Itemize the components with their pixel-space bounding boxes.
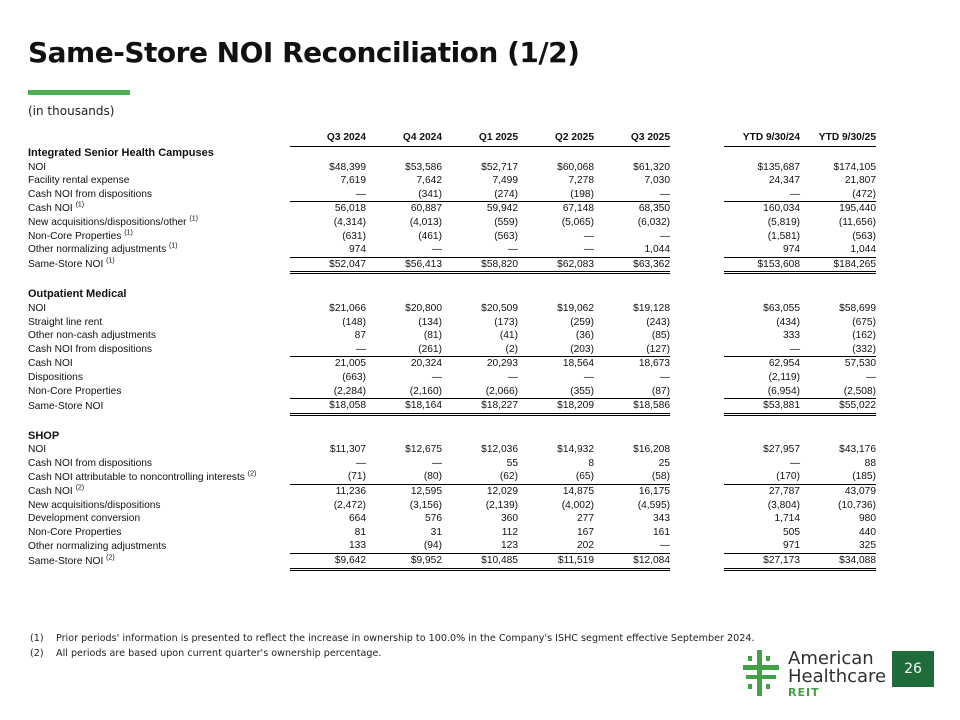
value-cell: 11,236 xyxy=(290,485,366,499)
value-cell: (274) xyxy=(494,188,518,200)
value-cell: 974 xyxy=(783,244,800,256)
value-cell: (6,954) xyxy=(767,385,800,397)
table-row xyxy=(28,499,876,513)
column-header: Q3 2025 xyxy=(594,130,670,147)
value-cell: (2,284) xyxy=(333,385,366,397)
value-cell: 576 xyxy=(425,513,442,525)
row-label-cell xyxy=(28,230,290,244)
value-cell: 277 xyxy=(577,513,594,525)
value-cell: $14,932 xyxy=(557,444,594,456)
section-header-row xyxy=(28,147,876,161)
table-row xyxy=(28,216,876,230)
footnote-marker: (1) xyxy=(189,215,198,223)
value-cell: 7,619 xyxy=(340,175,366,187)
footnote-marker: (1) xyxy=(169,243,178,251)
row-label: Other normalizing adjustments xyxy=(28,540,167,552)
value-cell: (71) xyxy=(347,471,366,483)
row-label: NOI xyxy=(28,444,47,456)
value-cell: — xyxy=(659,371,670,383)
row-label: Other normalizing adjustments xyxy=(28,244,167,256)
row-label-cell xyxy=(28,371,290,385)
value-cell: $18,164 xyxy=(366,399,442,415)
table-row xyxy=(28,230,876,244)
value-cell: (3,804) xyxy=(767,499,800,511)
value-cell: 20,293 xyxy=(442,357,518,371)
value-cell: — xyxy=(431,244,442,256)
row-label: Straight line rent xyxy=(28,316,103,328)
value-cell: (261) xyxy=(418,343,442,355)
value-cell: $18,586 xyxy=(594,399,670,415)
row-label-cell xyxy=(28,457,290,471)
value-cell: — xyxy=(583,371,594,383)
value-cell: 202 xyxy=(577,540,594,552)
value-cell: 664 xyxy=(349,513,366,525)
value-cell: $63,362 xyxy=(594,257,670,273)
value-cell: 133 xyxy=(349,540,366,552)
table-row xyxy=(28,485,876,499)
value-cell: $63,055 xyxy=(763,302,800,314)
row-label: Development conversion xyxy=(28,513,141,525)
value-cell: (2,508) xyxy=(843,385,876,397)
row-label-cell xyxy=(28,243,290,257)
value-cell: 1,044 xyxy=(644,244,670,256)
value-cell: (1,581) xyxy=(767,230,800,242)
table-row xyxy=(28,257,876,273)
value-cell: 18,564 xyxy=(518,357,594,371)
value-cell: (631) xyxy=(342,230,366,242)
value-cell: 7,499 xyxy=(492,175,518,187)
logo-line-2: Healthcare xyxy=(788,666,887,687)
value-cell: 1,714 xyxy=(774,513,800,525)
footnote-marker: (2) xyxy=(247,470,257,478)
value-cell: (2,139) xyxy=(485,499,518,511)
row-label: Non-Core Properties xyxy=(28,230,122,242)
value-cell: (3,156) xyxy=(409,499,442,511)
value-cell: $12,675 xyxy=(405,444,442,456)
value-cell: — xyxy=(583,230,594,242)
value-cell: (4,314) xyxy=(333,216,366,228)
value-cell: 43,079 xyxy=(800,485,876,499)
title-accent-bar xyxy=(28,90,130,95)
value-cell: — xyxy=(789,188,800,200)
value-cell: — xyxy=(583,244,594,256)
row-label: Same-Store NOI xyxy=(28,555,104,567)
value-cell: 974 xyxy=(349,244,366,256)
value-cell: 21,005 xyxy=(290,357,366,371)
value-cell: — xyxy=(507,244,518,256)
table-row xyxy=(28,539,876,553)
value-cell: 16,175 xyxy=(594,485,670,499)
value-cell: $53,586 xyxy=(405,161,442,173)
row-label-cell xyxy=(28,257,290,273)
footnote xyxy=(30,646,754,661)
value-cell: (2,160) xyxy=(409,385,442,397)
value-cell: 21,807 xyxy=(844,175,876,187)
row-label: Cash NOI from dispositions xyxy=(28,343,152,355)
value-cell: (94) xyxy=(423,540,442,552)
value-cell: $52,717 xyxy=(481,161,518,173)
value-cell: $56,413 xyxy=(366,257,442,273)
value-cell: 440 xyxy=(859,526,876,538)
value-cell: (62) xyxy=(499,471,518,483)
value-cell: (170) xyxy=(776,471,800,483)
row-label: New acquisitions/dispositions xyxy=(28,499,161,511)
table-row xyxy=(28,161,876,175)
footnote-marker: (1) xyxy=(75,201,85,209)
value-cell: (80) xyxy=(423,471,442,483)
value-cell: $62,083 xyxy=(518,257,594,273)
footnote-text: Prior periods' information is presented to reflect the increase in ownership to 100.0% in the Company's ISHC segment effective September 2024. xyxy=(56,633,755,644)
table-row xyxy=(28,443,876,457)
value-cell: (559) xyxy=(494,216,518,228)
value-cell: 971 xyxy=(783,540,800,552)
value-cell: $58,699 xyxy=(839,302,876,314)
row-label-cell xyxy=(28,485,290,499)
value-cell: 18,673 xyxy=(594,357,670,371)
row-label-cell xyxy=(28,470,290,484)
value-cell: (4,595) xyxy=(637,499,670,511)
value-cell: 57,530 xyxy=(800,357,876,371)
value-cell: (11,656) xyxy=(838,216,876,228)
value-cell: 88 xyxy=(864,457,876,469)
value-cell: 20,324 xyxy=(366,357,442,371)
section-title: Outpatient Medical xyxy=(28,288,127,301)
row-label-cell xyxy=(28,554,290,570)
value-cell: (198) xyxy=(570,188,594,200)
value-cell: (5,065) xyxy=(561,216,594,228)
row-label: Cash NOI xyxy=(28,203,73,215)
row-label: New acquisitions/dispositions/other xyxy=(28,216,187,228)
value-cell: $9,952 xyxy=(366,554,442,570)
table-row xyxy=(28,554,876,570)
noi-reconciliation-table xyxy=(28,130,876,571)
value-cell: (85) xyxy=(651,330,670,342)
table-row xyxy=(28,457,876,471)
value-cell: 25 xyxy=(658,457,670,469)
value-cell: 12,029 xyxy=(442,485,518,499)
section-header-row xyxy=(28,430,876,444)
value-cell: 7,278 xyxy=(568,175,594,187)
value-cell: $16,208 xyxy=(633,444,670,456)
column-header: Q1 2025 xyxy=(442,130,518,147)
value-cell: 325 xyxy=(859,540,876,552)
table-row xyxy=(28,302,876,316)
row-label-cell xyxy=(28,202,290,216)
value-cell: (675) xyxy=(852,316,876,328)
row-label-cell xyxy=(28,343,290,357)
footnote-number: (2) xyxy=(30,648,44,659)
value-cell: 59,942 xyxy=(442,202,518,216)
value-cell: $19,062 xyxy=(557,302,594,314)
value-cell: 7,030 xyxy=(644,175,670,187)
table-row xyxy=(28,316,876,330)
value-cell: $55,022 xyxy=(800,399,876,415)
value-cell: 505 xyxy=(783,526,800,538)
value-cell: 55 xyxy=(506,457,518,469)
footnote-marker: (2) xyxy=(75,484,85,492)
value-cell: $174,105 xyxy=(833,161,876,173)
value-cell: $9,642 xyxy=(290,554,366,570)
table-row xyxy=(28,202,876,216)
column-header: Q2 2025 xyxy=(518,130,594,147)
value-cell: $11,307 xyxy=(329,444,366,456)
units-note: (in thousands) xyxy=(28,104,115,118)
value-cell: $21,066 xyxy=(329,302,366,314)
value-cell: (5,819) xyxy=(767,216,800,228)
value-cell: (127) xyxy=(646,343,670,355)
row-label-cell xyxy=(28,443,290,457)
value-cell: (259) xyxy=(570,316,594,328)
value-cell: (87) xyxy=(651,385,670,397)
value-cell: 167 xyxy=(577,526,594,538)
table-row xyxy=(28,385,876,399)
row-label: Cash NOI from dispositions xyxy=(28,189,152,201)
row-label: NOI xyxy=(28,302,47,314)
value-cell: (472) xyxy=(852,188,876,200)
value-cell: (2) xyxy=(505,343,518,355)
footnote-text: All periods are based upon current quarter's ownership percentage. xyxy=(56,648,382,659)
value-cell: $53,881 xyxy=(724,399,800,415)
value-cell: — xyxy=(789,343,800,355)
value-cell: 7,642 xyxy=(416,175,442,187)
value-cell: (81) xyxy=(423,330,442,342)
value-cell: 195,440 xyxy=(800,202,876,216)
value-cell: 27,787 xyxy=(724,485,800,499)
column-header: Q4 2024 xyxy=(366,130,442,147)
value-cell: 81 xyxy=(354,526,366,538)
value-cell: $27,957 xyxy=(763,444,800,456)
row-label-cell xyxy=(28,399,290,415)
row-label: NOI xyxy=(28,161,47,173)
value-cell: $19,128 xyxy=(633,302,670,314)
row-label-cell xyxy=(28,161,290,175)
row-label-cell xyxy=(28,302,290,316)
logo-line-3: REIT xyxy=(788,686,820,699)
value-cell: (663) xyxy=(342,371,366,383)
value-cell: (332) xyxy=(852,343,876,355)
value-cell: — xyxy=(355,457,366,469)
table-row xyxy=(28,243,876,257)
column-header: YTD 9/30/24 xyxy=(724,130,800,147)
row-label: Cash NOI xyxy=(28,485,73,497)
value-cell: $60,068 xyxy=(557,161,594,173)
value-cell: 333 xyxy=(783,330,800,342)
value-cell: 14,875 xyxy=(518,485,594,499)
footnote-number: (1) xyxy=(30,633,44,644)
value-cell: (355) xyxy=(570,385,594,397)
logo-line-1: American xyxy=(788,648,874,669)
row-label-cell xyxy=(28,357,290,371)
value-cell: $135,687 xyxy=(757,161,800,173)
value-cell: (461) xyxy=(418,230,442,242)
value-cell: (563) xyxy=(494,230,518,242)
table-row xyxy=(28,399,876,415)
value-cell: (58) xyxy=(651,471,670,483)
row-label: Cash NOI from dispositions xyxy=(28,457,152,469)
row-label: Dispositions xyxy=(28,371,83,383)
table-row xyxy=(28,526,876,540)
row-label: Other non-cash adjustments xyxy=(28,330,156,342)
row-label: Non-Core Properties xyxy=(28,526,122,538)
table-row xyxy=(28,174,876,188)
value-cell: 980 xyxy=(859,513,876,525)
value-cell: $18,209 xyxy=(518,399,594,415)
section-title: SHOP xyxy=(28,429,60,442)
value-cell: — xyxy=(659,230,670,242)
value-cell: (134) xyxy=(418,316,442,328)
value-cell: 1,044 xyxy=(850,244,876,256)
row-label-cell xyxy=(28,316,290,330)
value-cell: (203) xyxy=(570,343,594,355)
section-header-row xyxy=(28,288,876,302)
value-cell: (185) xyxy=(852,471,876,483)
value-cell: $12,036 xyxy=(481,444,518,456)
value-cell: (148) xyxy=(342,316,366,328)
row-label: Same-Store NOI xyxy=(28,259,104,271)
value-cell: (65) xyxy=(575,471,594,483)
row-label-cell xyxy=(28,216,290,230)
section-title: Integrated Senior Health Campuses xyxy=(28,147,214,159)
value-cell: (341) xyxy=(418,188,442,200)
row-label-cell xyxy=(28,174,290,188)
footnote-marker: (1) xyxy=(124,229,133,237)
value-cell: (36) xyxy=(575,330,594,342)
value-cell: 31 xyxy=(430,526,442,538)
value-cell: — xyxy=(355,188,366,200)
value-cell: 123 xyxy=(501,540,518,552)
value-cell: 68,350 xyxy=(594,202,670,216)
value-cell: 24,347 xyxy=(768,175,800,187)
value-cell: — xyxy=(431,371,442,383)
value-cell: 56,018 xyxy=(290,202,366,216)
row-label-cell xyxy=(28,499,290,513)
value-cell: (162) xyxy=(852,330,876,342)
value-cell: — xyxy=(789,457,800,469)
value-cell: (2,066) xyxy=(485,385,518,397)
value-cell: $48,399 xyxy=(329,161,366,173)
row-label-cell xyxy=(28,512,290,526)
row-label-cell xyxy=(28,539,290,553)
value-cell: 12,595 xyxy=(366,485,442,499)
footnote-marker: (2) xyxy=(106,554,115,562)
value-cell: (434) xyxy=(776,316,800,328)
value-cell: (6,032) xyxy=(637,216,670,228)
value-cell: 62,954 xyxy=(724,357,800,371)
value-cell: $12,084 xyxy=(594,554,670,570)
table-row xyxy=(28,512,876,526)
value-cell: $58,820 xyxy=(442,257,518,273)
column-header: YTD 9/30/25 xyxy=(800,130,876,147)
footnotes xyxy=(30,631,754,661)
row-label: Facility rental expense xyxy=(28,175,130,187)
value-cell: 112 xyxy=(501,526,518,538)
footnote xyxy=(30,631,754,646)
value-cell: 8 xyxy=(588,457,594,469)
value-cell: $184,265 xyxy=(800,257,876,273)
value-cell: 360 xyxy=(501,513,518,525)
table-row xyxy=(28,343,876,357)
value-cell: $34,088 xyxy=(800,554,876,570)
value-cell: $11,519 xyxy=(518,554,594,570)
value-cell: (10,736) xyxy=(838,499,876,511)
value-cell: $153,608 xyxy=(724,257,800,273)
value-cell: — xyxy=(507,371,518,383)
value-cell: (2,119) xyxy=(768,371,800,383)
table-row xyxy=(28,329,876,343)
row-label: Cash NOI xyxy=(28,358,73,370)
value-cell: — xyxy=(659,188,670,200)
value-cell: $18,227 xyxy=(442,399,518,415)
row-label-cell xyxy=(28,385,290,399)
value-cell: $18,058 xyxy=(290,399,366,415)
value-cell: — xyxy=(355,343,366,355)
row-label-cell xyxy=(28,526,290,540)
value-cell: $61,320 xyxy=(633,161,670,173)
value-cell: — xyxy=(431,457,442,469)
value-cell: (4,013) xyxy=(409,216,442,228)
value-cell: 161 xyxy=(653,526,670,538)
value-cell: (4,002) xyxy=(561,499,594,511)
table-row xyxy=(28,470,876,484)
value-cell: (173) xyxy=(494,316,518,328)
row-label: Cash NOI attributable to noncontrolling interests xyxy=(28,471,245,483)
value-cell: 343 xyxy=(653,513,670,525)
value-cell: (41) xyxy=(499,330,518,342)
value-cell: $43,176 xyxy=(839,444,876,456)
value-cell: $20,509 xyxy=(481,302,518,314)
value-cell: $52,047 xyxy=(290,257,366,273)
value-cell: — xyxy=(659,540,670,552)
value-cell: (2,472) xyxy=(333,499,366,511)
row-label-cell xyxy=(28,188,290,202)
value-cell: $10,485 xyxy=(442,554,518,570)
value-cell: 67,148 xyxy=(518,202,594,216)
table-row xyxy=(28,371,876,385)
table-row xyxy=(28,357,876,371)
row-label-cell xyxy=(28,329,290,343)
value-cell: $27,173 xyxy=(724,554,800,570)
footnote-marker: (1) xyxy=(106,257,115,265)
row-label: Non-Core Properties xyxy=(28,385,122,397)
company-logo-text xyxy=(788,650,886,700)
column-header-row xyxy=(28,130,876,147)
value-cell: (243) xyxy=(646,316,670,328)
value-cell: 160,034 xyxy=(724,202,800,216)
page-number: 26 xyxy=(892,651,934,687)
page-title: Same-Store NOI Reconciliation (1/2) xyxy=(28,36,580,69)
row-label: Same-Store NOI xyxy=(28,400,104,412)
value-cell: $20,800 xyxy=(405,302,442,314)
column-header: Q3 2024 xyxy=(290,130,366,147)
value-cell: — xyxy=(865,371,876,383)
table-row xyxy=(28,188,876,202)
value-cell: 60,887 xyxy=(366,202,442,216)
value-cell: (563) xyxy=(852,230,876,242)
value-cell: 87 xyxy=(354,330,366,342)
